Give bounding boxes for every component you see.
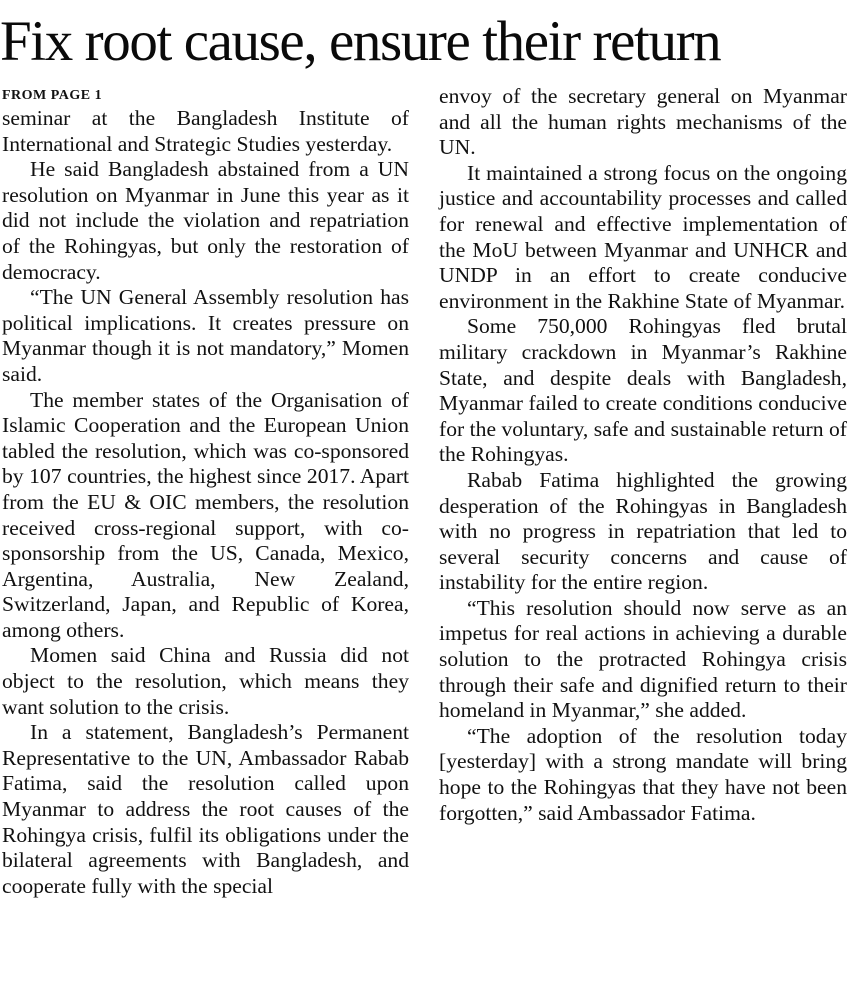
paragraph: seminar at the Bangladesh Institute of International and Strategic Studies yesterday. [2,106,409,156]
paragraph: In a statement, Bangladesh’s Permanent Representative to the UN, Ambassador Rabab Fatima, said the resolution called upon Myanmar to address the root causes of the Rohingya crisis, fulfil its obligations under the bilateral agreements with Bangladesh, and cooperate fully with the special [2,720,409,898]
paragraph: “The adoption of the resolution today [yesterday] with a strong mandate will bring hope to the Rohingyas that they have not been forgotten,” said Ambassador Fatima. [439,723,847,825]
paragraph: envoy of the secretary general on Myanmar and all the human rights mechanisms of the UN. [439,84,847,160]
paragraph: “This resolution should now serve as an impetus for real actions in achieving a durable solution to the protracted Rohingya crisis through their safe and dignified return to their homeland in Myanmar,” she added. [439,595,847,723]
paragraph: Some 750,000 Rohingyas fled brutal military crackdown in Myanmar’s Rakhine State, and despite deals with Bangladesh, Myanmar failed to create conditions conducive for the voluntary, safe and sustainable return of the Rohingyas. [439,314,847,467]
article-column-right [439,84,847,826]
article-headline: Fix root cause, ensure their return [0,10,721,73]
paragraph: The member states of the Organisation of Islamic Cooperation and the European Union tabled the resolution, which was co-sponsored by 107 countries, the highest since 2017. Apart from the EU & OIC members, the resolution received cross-regional support, with co-sponsorship from the US, Canada, Mexico, Argentina, Australia, New Zealand, Switzerland, Japan, and Republic of Korea, among others. [2,387,409,642]
paragraph: It maintained a strong focus on the ongoing justice and accountability processes and called for renewal and effective implementation of the MoU between Myanmar and UNHCR and UNDP in an effort to create conducive environment in the Rakhine State of Myanmar. [439,160,847,313]
continuation-kicker: FROM PAGE 1 [2,88,103,103]
paragraph: Rabab Fatima highlighted the growing desperation of the Rohingyas in Bangladesh with no progress in repatriation that led to several security concerns and cause of instability for the entire region. [439,467,847,595]
paragraph: He said Bangladesh abstained from a UN resolution on Myanmar in June this year as it did not include the violation and repatriation of the Rohingyas, but only the restoration of democracy. [2,157,409,284]
paragraph: Momen said China and Russia did not object to the resolution, which means they want solution to the crisis. [2,643,409,719]
article-column-left [2,88,409,899]
paragraph: “The UN General Assembly resolution has political implications. It creates pressure on Myanmar though it is not mandatory,” Momen said. [2,285,409,386]
